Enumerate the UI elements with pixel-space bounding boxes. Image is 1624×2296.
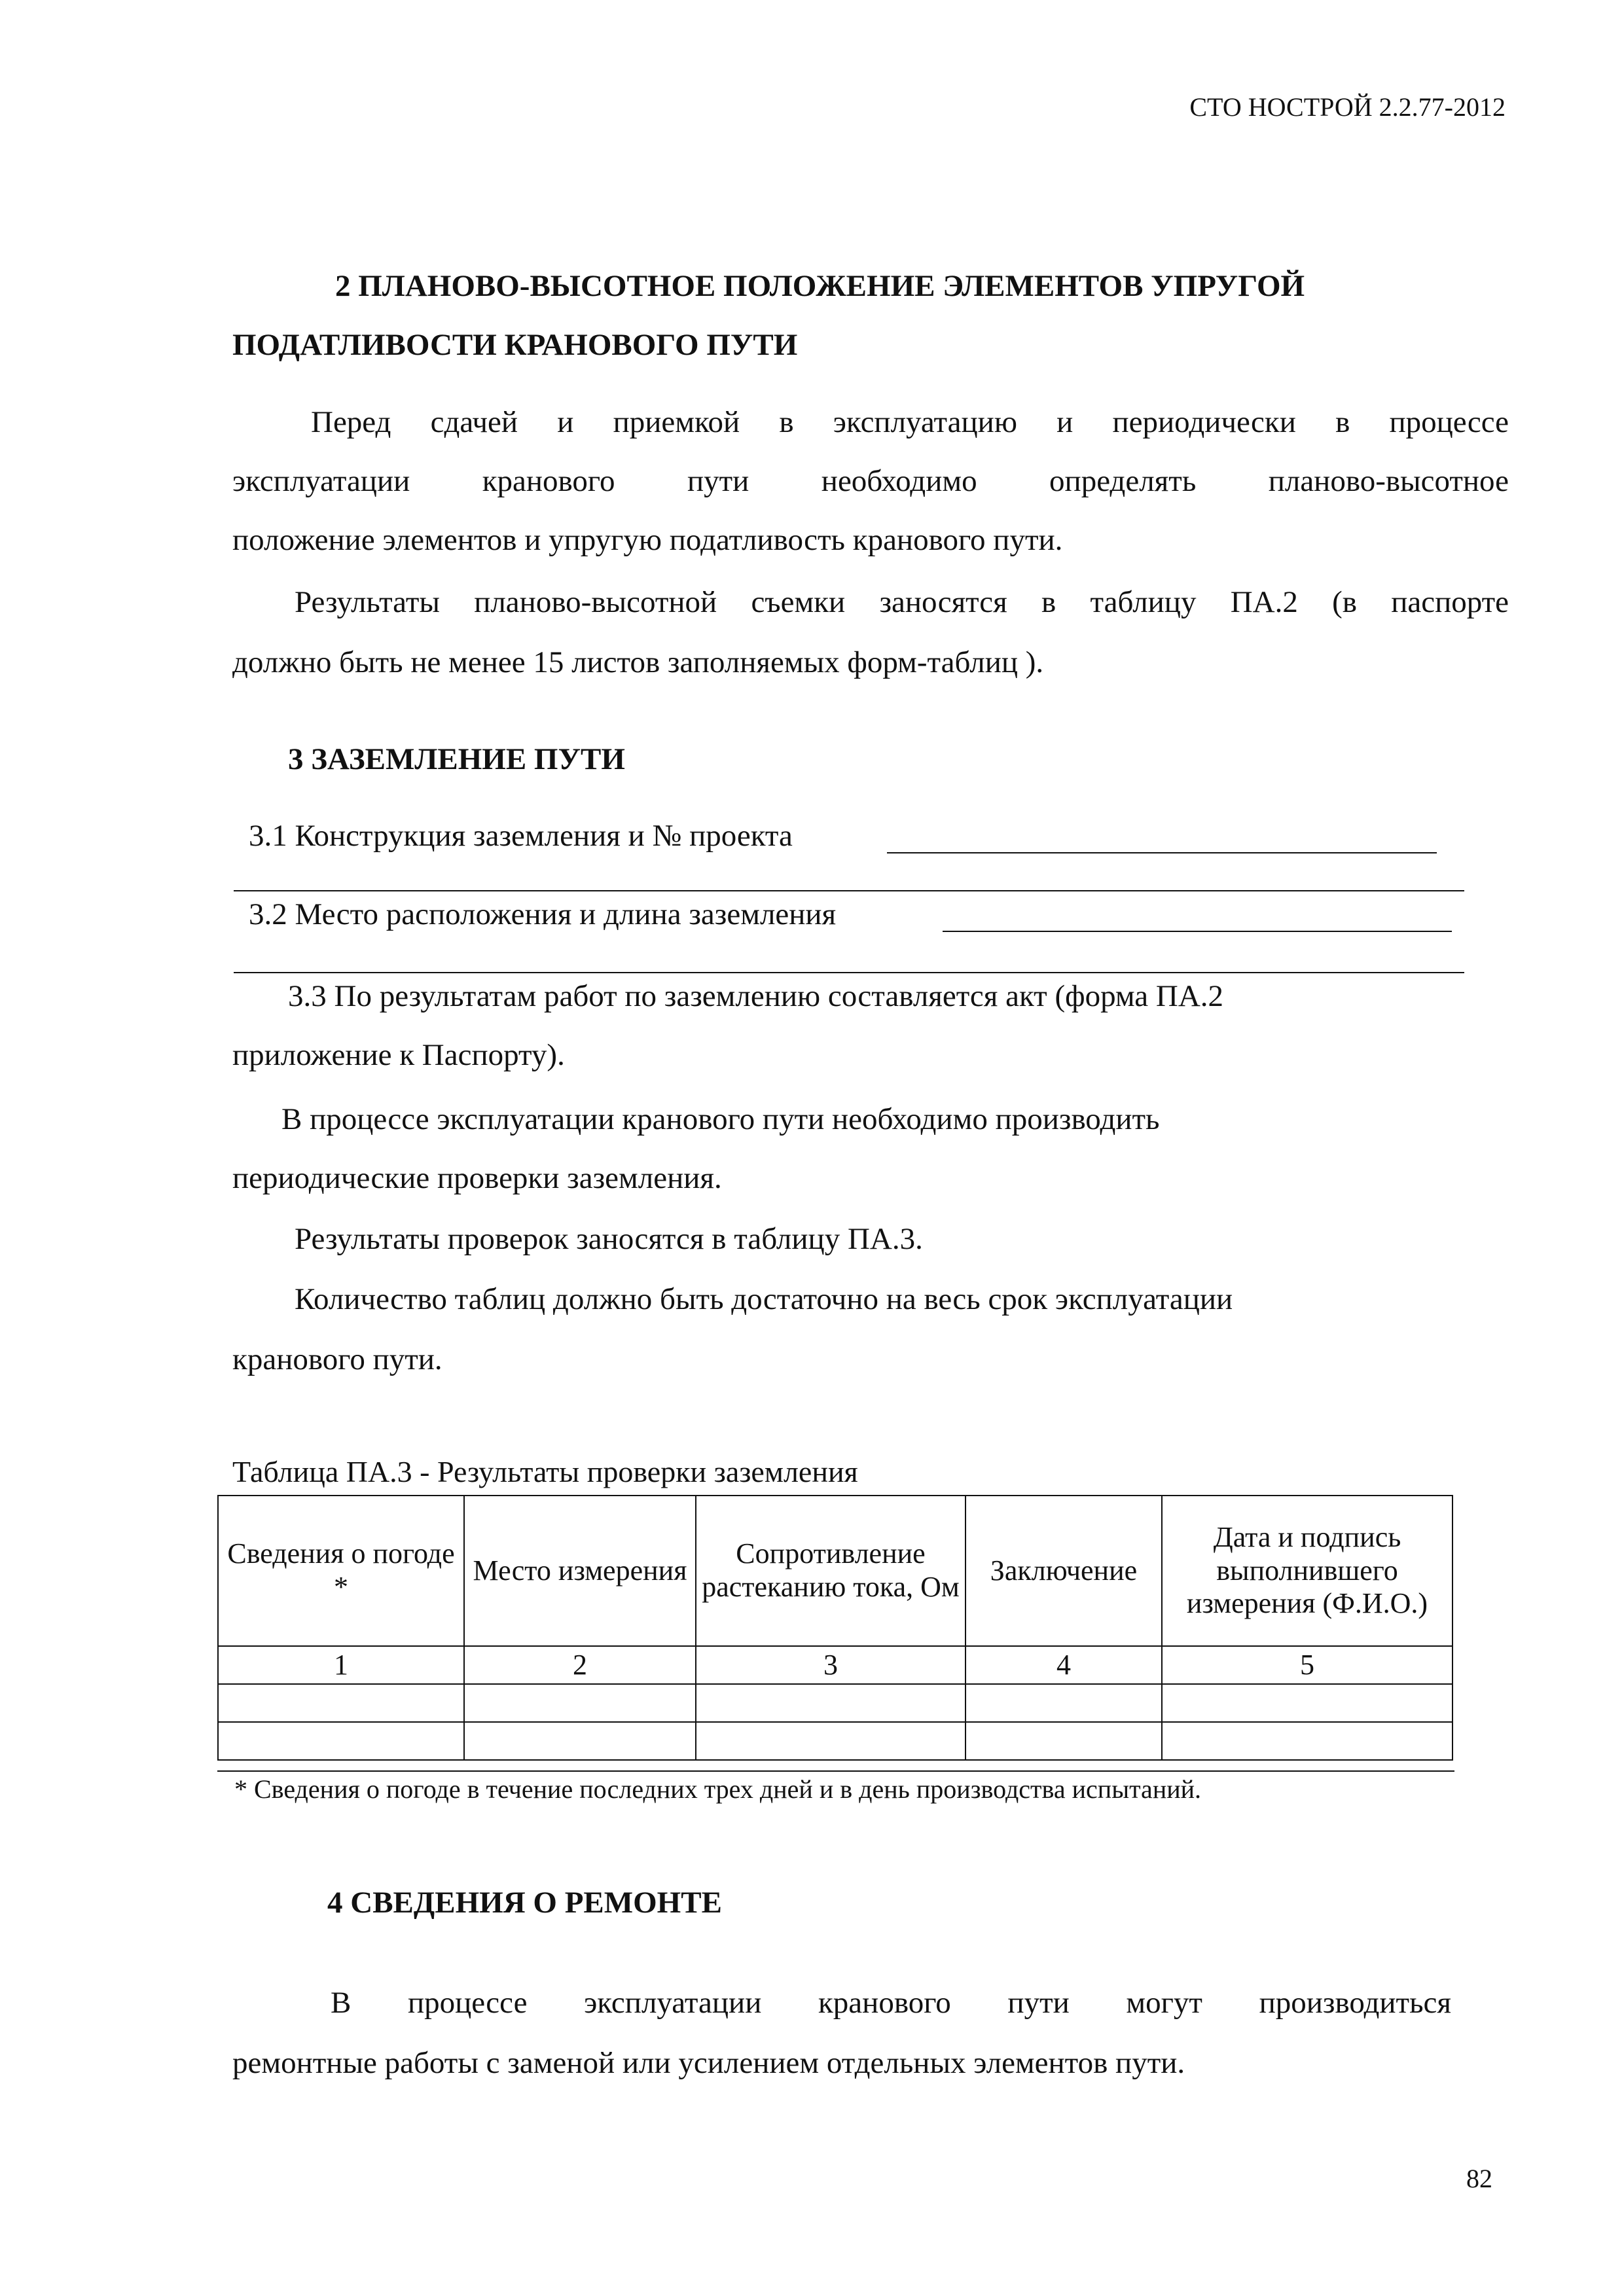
section-2-paragraph-2-line-2: должно быть не менее 15 листов заполняемых форм-таблиц ). (232, 645, 1044, 679)
table-caption: Таблица ПА.3 - Результаты проверки заземления (232, 1455, 858, 1488)
section-2-paragraph-1-line-3: положение элементов и упругую податливость кранового пути. (232, 523, 1063, 557)
section-3-paragraph-1-line-2: периодические проверки заземления. (232, 1161, 722, 1195)
table-footnote: * Сведения о погоде в течение последних трех дней и в день производства испытаний. (234, 1774, 1202, 1804)
table-header-row (218, 1496, 1453, 1646)
item-3-3-line-2: приложение к Паспорту). (232, 1038, 565, 1072)
table-cell (464, 1684, 696, 1722)
table-cell (965, 1684, 1162, 1722)
item-3-2-label: 3.2 Место расположения и длина заземления (249, 897, 837, 931)
item-3-1-label: 3.1 Конструкция заземления и № проекта (249, 819, 793, 853)
column-header-signature: Дата и подпись выполнившего измерения (Ф.И.О.) (1162, 1496, 1453, 1646)
column-number: 1 (218, 1646, 464, 1684)
page-number: 82 (1466, 2164, 1492, 2193)
section-3-paragraph-3-line-1: Количество таблиц должно быть достаточно на весь срок эксплуатации (295, 1282, 1233, 1316)
section-3-paragraph-1-line-1: В процессе эксплуатации кранового пути необходимо производить (281, 1102, 1160, 1136)
column-number: 5 (1162, 1646, 1453, 1684)
section-2-paragraph-1-line-1: Перед сдачей и приемкой в эксплуатацию и периодически в процессе (311, 405, 1509, 439)
section-4-title: 4 СВЕДЕНИЯ О РЕМОНТЕ (327, 1886, 722, 1920)
section-3-title: 3 ЗАЗЕМЛЕНИЕ ПУТИ (288, 742, 625, 776)
document-header: СТО НОСТРОЙ 2.2.77-2012 (1189, 92, 1506, 122)
column-number: 3 (696, 1646, 965, 1684)
table-cell (464, 1722, 696, 1760)
column-header-conclusion: Заключение (965, 1496, 1162, 1646)
item-3-1-fill-line (887, 852, 1437, 853)
column-number: 4 (965, 1646, 1162, 1684)
section-2-title-line-2: ПОДАТЛИВОСТИ КРАНОВОГО ПУТИ (232, 328, 798, 362)
table-row (218, 1684, 1453, 1722)
table-cell (1162, 1684, 1453, 1722)
table-cell (965, 1722, 1162, 1760)
section-2-paragraph-1-line-2: эксплуатации кранового пути необходимо определять планово-высотное (232, 464, 1509, 498)
grounding-results-table (217, 1495, 1453, 1761)
item-3-3-line-1: 3.3 По результатам работ по заземлению составляется акт (форма ПА.2 (288, 979, 1224, 1013)
column-header-resistance: Сопротивление растеканию тока, Ом (696, 1496, 965, 1646)
table-cell (218, 1684, 464, 1722)
section-3-paragraph-3-line-2: кранового пути. (232, 1342, 442, 1376)
section-4-paragraph-line-2: ремонтные работы с заменой или усилением отдельных элементов пути. (232, 2046, 1185, 2080)
column-number: 2 (464, 1646, 696, 1684)
footnote-separator (217, 1770, 1454, 1772)
item-3-1-fill-line-2 (234, 890, 1464, 891)
section-2-paragraph-2-line-1: Результаты планово-высотной съемки заносятся в таблицу ПА.2 (в паспорте (295, 585, 1509, 619)
column-header-weather: Сведения о погоде * (218, 1496, 464, 1646)
item-3-2-fill-line (943, 931, 1452, 932)
table-cell (218, 1722, 464, 1760)
section-4-paragraph-line-1: В процессе эксплуатации кранового пути могут производиться (331, 1986, 1451, 2020)
table-cell (696, 1684, 965, 1722)
table-row (218, 1722, 1453, 1760)
table-cell (696, 1722, 965, 1760)
section-2-title-line-1: 2 ПЛАНОВО-ВЫСОТНОЕ ПОЛОЖЕНИЕ ЭЛЕМЕНТОВ УПРУГОЙ (335, 269, 1305, 303)
section-3-paragraph-2: Результаты проверок заносятся в таблицу ПА.3. (295, 1222, 923, 1256)
column-header-location: Место измерения (464, 1496, 696, 1646)
table-cell (1162, 1722, 1453, 1760)
table-number-row (218, 1646, 1453, 1684)
item-3-2-fill-line-2 (234, 972, 1464, 973)
